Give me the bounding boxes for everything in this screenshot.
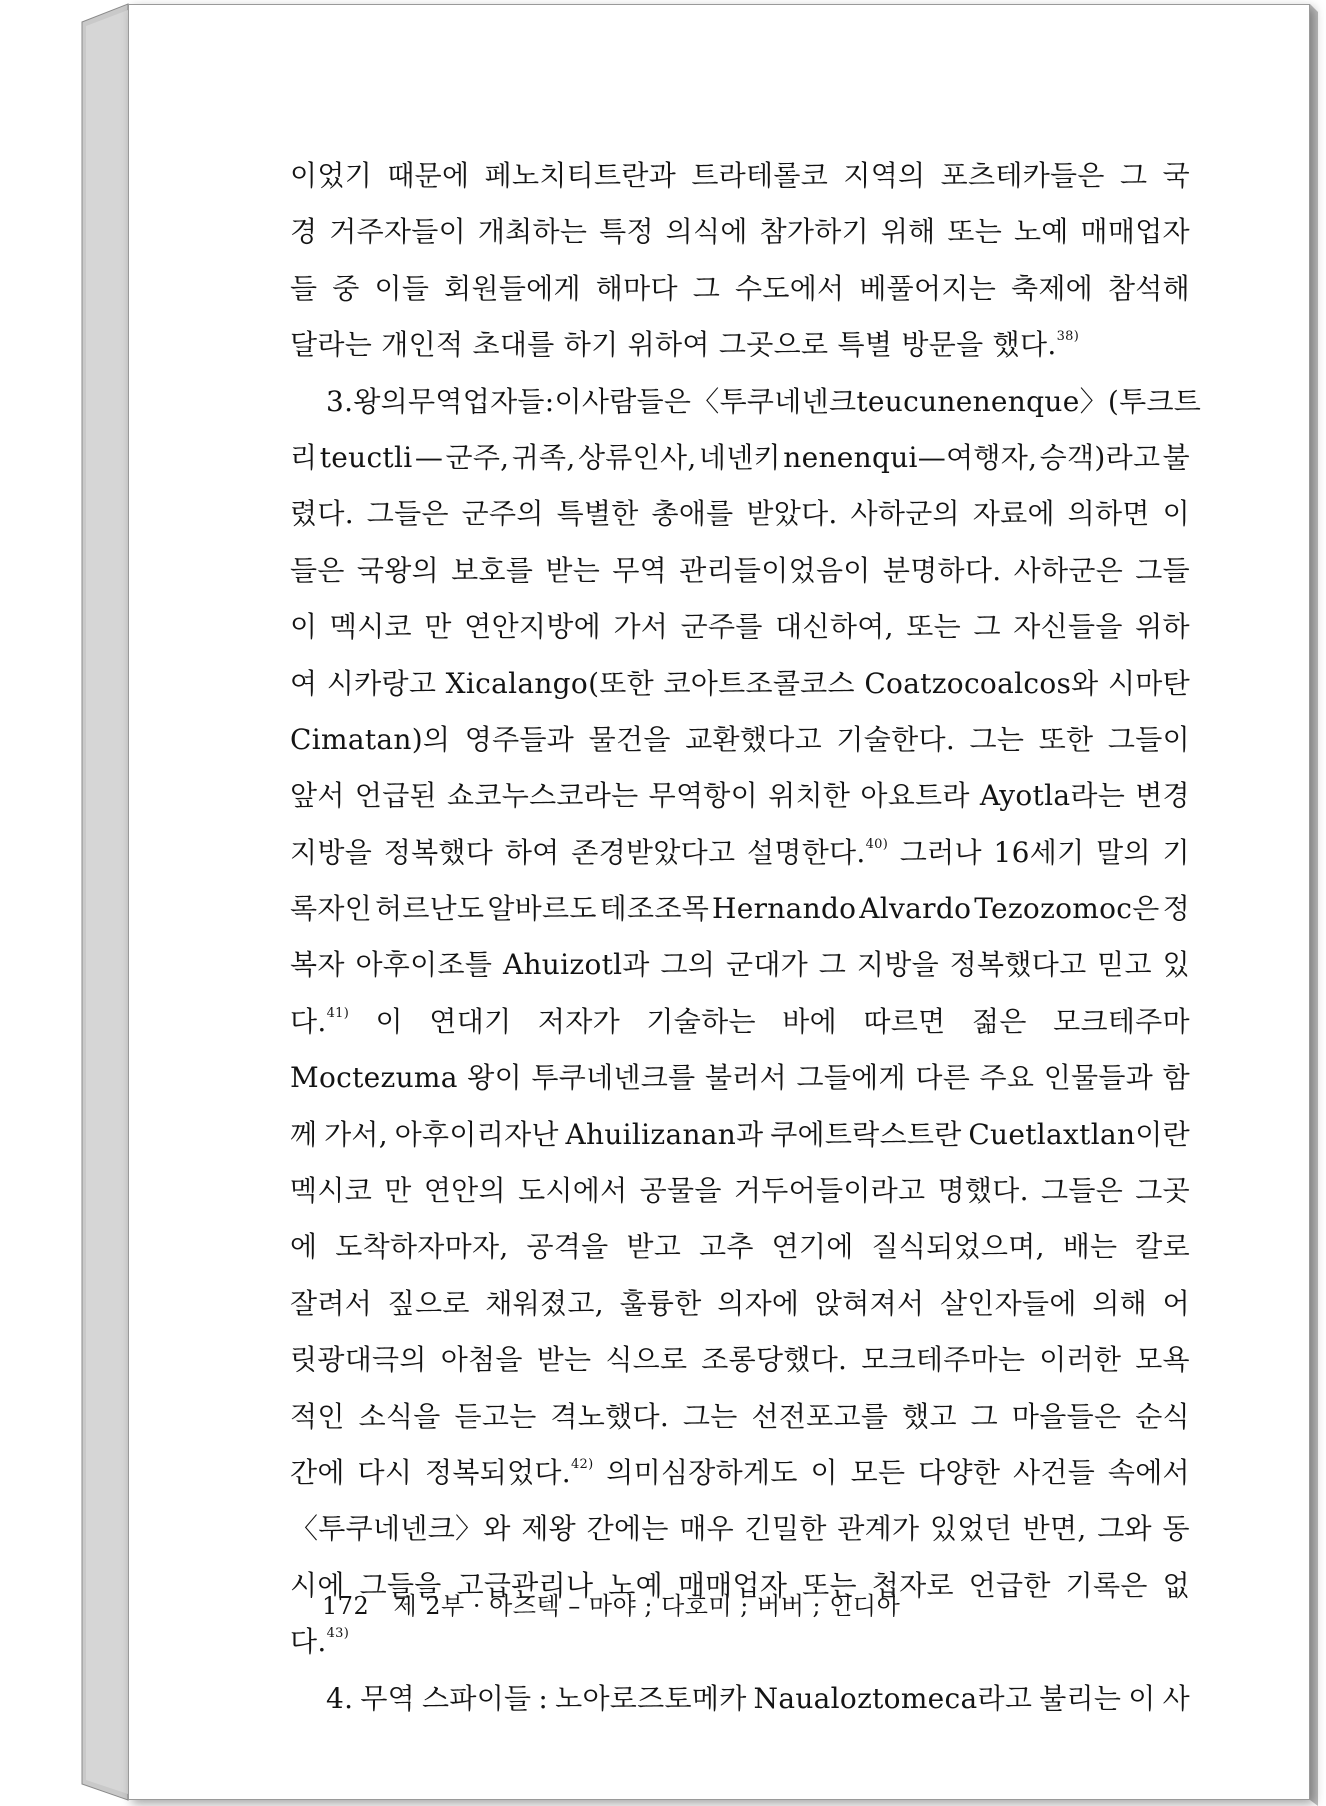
word: 그들은 — [1041, 1174, 1124, 1208]
text-line — [290, 994, 1190, 1050]
footnote-marker: 40) — [865, 836, 889, 852]
text-line — [290, 1163, 1190, 1219]
word: 듣고는 — [454, 1399, 537, 1433]
word: 께 — [290, 1117, 318, 1151]
word: 마을들은 — [1011, 1399, 1122, 1433]
word: 존경받았다고 — [571, 835, 736, 869]
word: 또한 — [1038, 722, 1094, 756]
word: 포츠테카들은 — [940, 159, 1105, 192]
word: Ahuilizanan과 — [565, 1117, 764, 1151]
word: 격노했다. — [550, 1399, 670, 1433]
word: 총애를 — [651, 497, 734, 531]
word: 노예 — [1013, 215, 1069, 249]
running-title: 제 2부 · 아즈텍 – 마야 ; 다호미 ; 버버 ; 인디아 — [393, 1592, 901, 1620]
word: 연대기 — [429, 1004, 512, 1038]
word: 다양한 — [918, 1455, 1001, 1489]
word: 제왕 — [521, 1512, 577, 1546]
word: 〈투쿠네넨크 — [691, 384, 857, 418]
word: 16세기 — [993, 835, 1085, 869]
text-line — [290, 1332, 1190, 1388]
word: 개인적 — [381, 328, 464, 362]
word: 채워졌고, — [485, 1286, 604, 1320]
word: 반면, — [1022, 1512, 1087, 1546]
word: Xicalango(또한 — [445, 666, 654, 700]
word: 있 — [1162, 948, 1190, 982]
text-line — [290, 543, 1190, 599]
word: 쇼코누스코라는 — [447, 779, 639, 813]
word: : — [538, 1681, 549, 1715]
word: 국왕의 — [356, 553, 439, 587]
word: 그곳으로 — [718, 328, 829, 362]
word: 젊은 — [971, 1004, 1027, 1038]
word: 가서 — [613, 610, 669, 644]
word: 특별한 — [556, 497, 639, 531]
word: 받았다. — [746, 497, 838, 531]
word: 시마탄 — [1107, 666, 1190, 700]
footnote-marker: 41) — [326, 1005, 350, 1021]
text-line — [290, 1614, 1190, 1670]
word: 살인자들에 — [939, 1286, 1077, 1320]
word: 가서, — [324, 1117, 388, 1151]
word: 왕의 — [353, 384, 409, 418]
word: 상류인사, — [577, 440, 697, 474]
word: 하기 — [563, 328, 619, 362]
word: 다.$^{43)}$ — [290, 1625, 350, 1659]
word: 사하군의 — [850, 497, 960, 531]
word: 지방을 — [290, 835, 373, 869]
word: 저자가 — [537, 1004, 620, 1038]
word: 군주의 — [461, 497, 544, 531]
word: Coatzocoalcos와 — [864, 666, 1099, 700]
word: 거주자들이 — [329, 215, 466, 249]
word: 식으로 — [605, 1343, 688, 1377]
word: 참가하기 — [759, 215, 869, 249]
word: 투쿠네넨크를 — [531, 1061, 696, 1095]
word: Alvardo — [859, 892, 972, 926]
word: 있었던 — [930, 1512, 1013, 1546]
word: Hernando — [712, 892, 857, 926]
text-line — [290, 825, 1190, 881]
word: 고급관리나 — [456, 1568, 594, 1602]
word: teuctli — [319, 440, 413, 474]
word: 위하여 — [627, 328, 710, 362]
section-heading-line — [290, 374, 1202, 430]
word: 사람들은 — [581, 384, 692, 418]
word: 또는 — [947, 215, 1003, 249]
word: 앉혀져서 — [814, 1286, 925, 1320]
word: 회원들에게 — [444, 271, 581, 305]
word: 여 — [290, 666, 318, 700]
word: 다시 — [357, 1455, 413, 1489]
word: 3. — [326, 384, 354, 418]
word: 들은 — [290, 553, 345, 587]
word: Moctezuma — [290, 1061, 458, 1095]
word: 페노치티트란과 — [484, 159, 677, 192]
word: 〈투쿠네넨크〉와 — [290, 1512, 511, 1546]
word: 기록은 — [1065, 1568, 1148, 1602]
word: 코아트조콜코스 — [663, 666, 855, 700]
word: 했고 — [902, 1399, 957, 1433]
word: 4. — [326, 1681, 354, 1715]
word: 기 — [1162, 835, 1190, 869]
text-line — [290, 1276, 1190, 1332]
word: 그곳 — [1135, 1174, 1190, 1208]
word: 중 — [332, 271, 360, 305]
word: 이 — [290, 610, 318, 644]
word: 이 — [1162, 497, 1190, 531]
word: 이 — [810, 1455, 838, 1489]
word: 불러서 — [704, 1061, 788, 1095]
word: 고추 — [698, 1230, 754, 1264]
word: 인물들과 — [1043, 1061, 1154, 1095]
word: 함 — [1162, 1061, 1190, 1095]
word: 리 — [290, 440, 318, 474]
text-line — [290, 768, 1190, 824]
word: 시카랑고 — [326, 666, 437, 700]
word: 모든 — [850, 1455, 906, 1489]
footnote-marker: 43) — [326, 1626, 350, 1642]
text-line — [290, 1389, 1190, 1445]
text-line — [290, 204, 1190, 260]
word: 설명한다.$^{40)}$ — [747, 835, 889, 869]
word: 받는 — [536, 1343, 592, 1377]
word: 노아로즈토메카 — [555, 1681, 747, 1715]
word: 만 — [424, 610, 452, 644]
word: 위하 — [1135, 610, 1190, 644]
word: nenenqui—여행자, — [783, 440, 1038, 474]
word: 모욕 — [1135, 1343, 1190, 1377]
word: 기술하는 — [646, 1004, 756, 1038]
word: 시에 — [290, 1568, 345, 1602]
word: 배는 — [1062, 1230, 1118, 1264]
word: 하여 — [504, 835, 560, 869]
text-line — [290, 656, 1190, 712]
word: 자료에 — [972, 497, 1055, 531]
word: 이들 — [374, 271, 430, 305]
word: 왕이 — [467, 1061, 522, 1095]
word: 첩자로 — [871, 1568, 954, 1602]
word: 긴밀한 — [744, 1512, 827, 1546]
text-line — [290, 881, 1190, 937]
word: 도착하자마자, — [335, 1230, 509, 1264]
word: 간에 — [290, 1455, 345, 1489]
word: 트라테롤코 — [691, 159, 829, 192]
word: 연기에 — [771, 1230, 854, 1264]
word: 그 — [973, 610, 1001, 644]
word: 테조조목 — [599, 892, 710, 926]
page-number: 172 — [322, 1592, 370, 1620]
word: 또는 — [906, 610, 961, 644]
word: 릿광대극의 — [290, 1343, 427, 1377]
word: 관리들이었음이 — [679, 553, 871, 587]
word: 아첨을 — [440, 1343, 523, 1377]
text-line — [290, 1501, 1190, 1557]
word: 노예 — [608, 1568, 663, 1602]
word: 네넨키 — [698, 440, 781, 474]
word: 무역항이 — [648, 779, 759, 813]
word: 달라는 — [290, 328, 373, 362]
word: 허르난도 — [374, 892, 485, 926]
word: 분명하다. — [882, 553, 1002, 587]
word: 속에서 — [1107, 1455, 1190, 1489]
word: 매매업자 — [1080, 215, 1190, 249]
word: 그 — [970, 1399, 999, 1433]
section-heading-line — [290, 1671, 1190, 1727]
word: 지방을 — [856, 948, 939, 982]
word: 아요트라 — [860, 779, 970, 813]
word: 받는 — [545, 553, 601, 587]
word: Naualoztomeca라고 — [753, 1681, 1033, 1715]
footnote-marker: 42) — [570, 1456, 594, 1472]
word: 위해 — [880, 215, 936, 249]
word: 언급한 — [968, 1568, 1051, 1602]
text-line — [290, 261, 1190, 317]
word: 들 — [290, 271, 318, 305]
word: 그들을 — [359, 1568, 442, 1602]
word: Tezozomoc은 — [974, 892, 1160, 926]
word: 사 — [1162, 1681, 1190, 1715]
word: 동 — [1162, 1512, 1190, 1546]
word: 개최하는 — [477, 215, 588, 249]
word: 의해 — [1092, 1286, 1148, 1320]
word: 군주, — [445, 440, 510, 474]
text-line — [290, 937, 1190, 993]
word: 명했다. — [937, 1174, 1029, 1208]
word: 다.$^{41)}$ — [290, 1004, 350, 1038]
word: Ayotla라는 — [979, 779, 1126, 813]
word: 아후이리자난 — [394, 1117, 559, 1151]
word: 조롱당했다. — [701, 1343, 848, 1377]
text-line — [290, 1107, 1190, 1163]
word: 모크테주마 — [1053, 1004, 1190, 1038]
word: 해마다 — [595, 271, 678, 305]
word: 불 — [1162, 440, 1190, 474]
word: 영주들과 — [464, 722, 575, 756]
word: 스파이들 — [422, 1681, 532, 1715]
word: Cimatan)의 — [290, 722, 451, 756]
word: 에 — [290, 1230, 318, 1264]
word: 주요 — [979, 1061, 1035, 1095]
word: 군주를 — [680, 610, 763, 644]
word: 그 — [1120, 159, 1148, 192]
text-line — [290, 1445, 1190, 1501]
word: 때문에 — [387, 159, 470, 192]
word: 도시에서 — [518, 1174, 628, 1208]
word: 훌륭한 — [619, 1286, 702, 1320]
word: 특별 — [837, 328, 893, 362]
word: 승객)라고 — [1039, 440, 1161, 474]
word: 이러한 — [1039, 1343, 1122, 1377]
word: 귀족, — [511, 440, 576, 474]
word: 질식되었으며, — [871, 1230, 1045, 1264]
word: 연안지방에 — [464, 610, 601, 644]
word: 정복했다고 — [949, 948, 1087, 982]
word: 의식에 — [665, 215, 748, 249]
word: 그는 — [682, 1399, 738, 1433]
word: 적인 — [290, 1399, 345, 1433]
word: 바에 — [782, 1004, 837, 1038]
word: 정복되었다.$^{42)}$ — [425, 1455, 594, 1489]
word: 그와 — [1097, 1512, 1152, 1546]
word: 경 — [290, 215, 318, 249]
word: 어 — [1162, 1286, 1190, 1320]
word: 짚으로 — [387, 1286, 470, 1320]
word: 쿠에트락스트란 — [770, 1117, 962, 1151]
word: 그들은 — [366, 497, 449, 531]
word: 불리는 — [1039, 1681, 1122, 1715]
word: 다른 — [915, 1061, 971, 1095]
word: 방문을 — [901, 328, 984, 362]
word: 멕시코 — [290, 1174, 373, 1208]
word: 아후이조틀 — [355, 948, 493, 982]
word: 무역업자들 — [408, 384, 545, 418]
word: 멕시코 — [329, 610, 412, 644]
word: 공물을 — [639, 1174, 722, 1208]
word: 물건을 — [588, 722, 671, 756]
word: 공격을 — [526, 1230, 609, 1264]
word: Ahuizotl과 — [502, 948, 650, 982]
text-line — [290, 148, 1190, 204]
word: 소식을 — [358, 1399, 441, 1433]
word: 기술한다. — [836, 722, 956, 756]
word: teucunenenque〉(투크트 — [856, 384, 1202, 418]
text-line — [290, 486, 1190, 542]
word: 했다.$^{38)}$ — [992, 328, 1080, 362]
word: 없 — [1162, 1568, 1190, 1602]
word: 축제에 — [1010, 271, 1094, 305]
word: 그의 — [660, 948, 716, 982]
word: 정 — [1162, 892, 1190, 926]
word: 간에는 — [586, 1512, 669, 1546]
word: — — [414, 440, 444, 474]
word: 따르면 — [863, 1004, 946, 1038]
word: 사하군은 — [1013, 553, 1124, 587]
word: 칼로 — [1135, 1230, 1190, 1264]
text-line — [290, 430, 1190, 486]
word: 위치한 — [768, 779, 851, 813]
text-line — [290, 1219, 1190, 1275]
word: 특정 — [599, 215, 654, 249]
word: 믿고 — [1097, 948, 1152, 982]
word: 수도에서 — [735, 271, 845, 305]
word: 받고 — [626, 1230, 682, 1264]
word: 무역 — [360, 1681, 416, 1715]
word: 언급된 — [354, 779, 437, 813]
text-line — [290, 599, 1190, 655]
word: 이었기 — [290, 159, 373, 192]
body-text — [290, 148, 1202, 1727]
text-line — [290, 1050, 1190, 1106]
text-line — [290, 317, 1190, 373]
word: 의하면 — [1067, 497, 1150, 531]
word: 보호를 — [451, 553, 534, 587]
word: 변경 — [1135, 779, 1190, 813]
word: 거두어들이라고 — [733, 1174, 926, 1208]
word: 베풀어지는 — [859, 271, 997, 305]
word: 만 — [384, 1174, 412, 1208]
word: 렸다. — [290, 497, 354, 531]
word: 그들 — [1135, 553, 1190, 587]
word: 이 — [554, 384, 582, 418]
word: 이 — [1128, 1681, 1156, 1715]
word: 관계가 — [837, 1512, 920, 1546]
footnote-marker: 38) — [1056, 329, 1080, 345]
word: 정복했다 — [383, 835, 494, 869]
word: 순식 — [1135, 1399, 1190, 1433]
word: 그는 — [969, 722, 1025, 756]
word: 지역의 — [843, 159, 926, 192]
word: 록자인 — [290, 892, 373, 926]
word: 국 — [1162, 159, 1190, 192]
word: 모크테주마는 — [861, 1343, 1026, 1377]
word: 선전포고를 — [751, 1399, 889, 1433]
word: 그러나 — [899, 835, 982, 869]
word: 그들에게 — [796, 1061, 906, 1095]
word: 초대를 — [472, 328, 555, 362]
word: 매우 — [679, 1512, 735, 1546]
word: 그 — [818, 948, 847, 982]
word: 이 — [375, 1004, 403, 1038]
word: 매매업자 — [677, 1568, 788, 1602]
word: 자신들을 — [1013, 610, 1123, 644]
word: 사건들 — [1013, 1455, 1096, 1489]
word: 의미심장하게도 — [606, 1455, 798, 1489]
word: 교환했다고 — [685, 722, 822, 756]
word: : — [544, 384, 555, 418]
page-footer — [322, 1586, 900, 1621]
word: 대신하여, — [775, 610, 894, 644]
word: 복자 — [290, 948, 345, 982]
word: 무역 — [612, 553, 668, 587]
word: 참석해 — [1107, 271, 1190, 305]
word: 그들이 — [1107, 722, 1190, 756]
word: 알바르도 — [487, 892, 597, 926]
word: 말의 — [1096, 835, 1151, 869]
word: 앞서 — [290, 779, 345, 813]
word: 군대가 — [725, 948, 809, 982]
word: 또는 — [802, 1568, 857, 1602]
word: 잘려서 — [290, 1286, 373, 1320]
text-line — [290, 712, 1190, 768]
word: 그 — [692, 271, 721, 305]
word: 의자에 — [717, 1286, 800, 1320]
word: 연안의 — [423, 1174, 506, 1208]
word: Cuetlaxtlan이란 — [968, 1117, 1190, 1151]
